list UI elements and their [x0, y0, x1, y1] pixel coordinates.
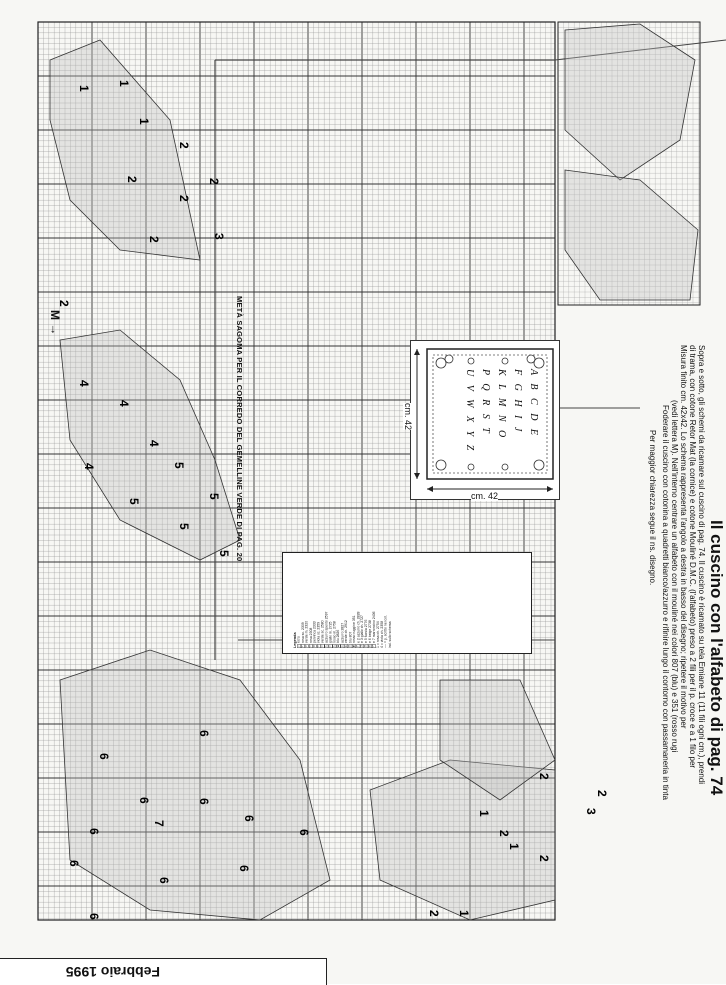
legend-label: e 2 azzurro ch. 2828	[356, 611, 360, 643]
legend-label: giallo m. 2725	[328, 621, 333, 643]
legend-label: azzurro spento 2597	[324, 611, 329, 643]
stitch-color-number: 6	[87, 828, 101, 835]
cushion-miniature	[403, 340, 560, 501]
legend-label: rosa sc. 2309	[300, 622, 305, 643]
legend-label: rosa 2308	[308, 627, 313, 643]
legend-symbol: /	[301, 645, 304, 647]
stitch-color-number: 1	[137, 118, 151, 125]
stitch-color-number: 2	[177, 142, 191, 149]
stitch-color-number: 2	[207, 178, 221, 185]
stitch-color-number: 6	[157, 877, 171, 884]
article-line: di trama, con cotone Retor Mat (la cornice) e cotone Mouliné D.M.C. (l'alfabeto) preso a 2 fili per il p. croce e a 1 filo per	[688, 345, 697, 769]
legend-note: 4 = viola ch. 2358	[379, 620, 384, 648]
legend-label: verde m. 2320	[304, 620, 309, 643]
stitch-color-number: 2	[497, 830, 511, 837]
legend-symbol: ■	[336, 645, 340, 647]
stitch-color-number: 4	[77, 380, 91, 387]
stitch-color-number: 4	[82, 463, 96, 470]
stitch-color-number: 7	[152, 820, 166, 827]
article-line: Per maggior chiarezza segue il ns. disegno.	[648, 430, 657, 586]
article-title: Il cuscino con l'alfabeto di pag. 74	[707, 520, 726, 796]
stitch-color-number: 6	[297, 829, 311, 836]
stitch-color-number: 6	[97, 753, 111, 760]
stitch-color-number: 4	[147, 440, 161, 447]
legend-symbol: C	[333, 645, 336, 648]
stitch-color-number: 3	[584, 808, 598, 815]
stitch-color-number: 6	[67, 860, 81, 867]
stitch-color-number: 5	[177, 523, 191, 530]
stitch-color-number: 2	[427, 910, 441, 917]
stitch-color-number: 4	[117, 400, 131, 407]
legend-symbol: •	[329, 645, 332, 647]
stitch-color-number: 2	[595, 790, 609, 797]
article-line: (vedi lettera M). Nell'interno centrare un alfabeto con il mouliné nei colori 807 (blu) e 351 (rosso rugi	[670, 400, 679, 753]
stitch-color-number: 5	[127, 498, 141, 505]
stitch-color-number: 2	[177, 195, 191, 202]
stitch-color-number: 2	[57, 300, 71, 307]
legend-label: verde sc. 2580	[320, 620, 325, 643]
stitch-color-number: 5	[217, 550, 231, 557]
stitch-motif	[60, 650, 330, 920]
legend-symbol: •	[321, 645, 324, 647]
legend-box	[282, 552, 532, 654]
legend-label: azzurro 2827	[340, 622, 345, 643]
legend-label: rosso m. 2758	[332, 621, 337, 643]
stitch-color-number: 1	[117, 80, 131, 87]
legend-note: ind. sullo schema	[387, 621, 392, 648]
stitch-color-number: 2	[147, 236, 161, 243]
footer-strip	[0, 958, 327, 985]
stitch-color-number: 6	[237, 865, 251, 872]
stitch-motif	[370, 760, 555, 920]
legend-symbol: C	[325, 645, 328, 648]
article-line: Sopra e sotto, gli schemi da ricamare sul cuscino di pag. 74. Il cuscino è ricamato su tela Emiane 11 (11 fili ogni cm.), prendi	[697, 345, 706, 785]
legend-label: e 3 giallo ch. 2727	[360, 615, 364, 643]
legend-symbol: ✓	[297, 645, 300, 648]
article-line: Foderare il cuscino con cotonina a quadretti bianco/azzurro e rifinire lungo il contorno con passamaneria in tinta	[661, 405, 670, 800]
legend-symbol: X	[313, 645, 316, 647]
legend-symbol: •	[309, 645, 312, 647]
legend-symbol: /	[356, 645, 360, 647]
miniature-alphabet-row: F G H I J	[512, 369, 523, 435]
legend-label: e 5 fucsia 2776	[364, 619, 368, 643]
stitch-color-number: 1	[457, 910, 471, 917]
stitch-color-number: 1	[477, 810, 491, 817]
legend-label: viola sc. 2359	[316, 621, 321, 643]
legend-label: e 6 beige 2738	[368, 620, 372, 643]
legend-symbol: 7	[372, 645, 376, 647]
legend-label: blu 807	[348, 631, 353, 643]
stitch-color-number: 3	[212, 233, 226, 240]
legend-symbol: ◆	[352, 645, 356, 648]
letter-marker: M →	[48, 310, 62, 336]
miniature-alphabet-row: K L M N O	[496, 369, 507, 441]
stitch-color-number: 6	[242, 815, 256, 822]
legend-label: pervinca 2333	[312, 621, 317, 643]
legend-symbol: □	[348, 645, 352, 647]
stitch-motif	[565, 24, 695, 180]
legend-symbol: V	[305, 645, 308, 647]
miniature-alphabet-row: U V W X Y Z	[464, 369, 475, 454]
stitch-color-number: 1	[77, 85, 91, 92]
legend-symbol: 6	[368, 645, 372, 647]
stitch-color-number: 5	[172, 462, 186, 469]
legend-label: rosso ruggine 351	[352, 615, 357, 643]
legend-symbol: ▲	[344, 644, 348, 648]
stitch-color-number: 6	[137, 797, 151, 804]
legend-note: ~~ = p. scritto nei col.	[383, 615, 388, 648]
legend-note: 1 = rosa ch. 2754	[375, 621, 380, 648]
miniature-alphabet-row: P Q R S T	[480, 369, 491, 436]
legend-label: verde ch. 2912	[344, 620, 349, 643]
stitch-color-number: 6	[197, 798, 211, 805]
legend-label: e 7 marroncino 2436	[372, 611, 376, 643]
stitch-color-number: 6	[87, 913, 101, 920]
legend-label: blu 2826	[336, 629, 341, 643]
issue-date: Febbraio 1995	[65, 964, 160, 980]
legend-title: Legenda	[292, 632, 297, 648]
stitch-color-number: 5	[207, 493, 221, 500]
miniature-height-label: cm. 42	[403, 403, 413, 431]
stitch-color-number: 2	[125, 176, 139, 183]
legend-symbol: 5	[364, 645, 368, 647]
stitch-color-number: 2	[537, 855, 551, 862]
stitch-color-number: 6	[197, 730, 211, 737]
miniature-alphabet-row: A B C D E	[528, 369, 539, 439]
stitch-motif	[50, 40, 200, 260]
side-note: METÀ SAGOMA PER IL CORREDO DEL GEMELLINE VERDE DI PAG. 20	[235, 296, 244, 562]
legend-label: ecrù	[296, 636, 301, 643]
legend-symbol: 3	[360, 645, 364, 647]
stitch-color-number: 1	[507, 843, 521, 850]
article-line: Misura finito cm. 42x42. Lo schema rappresenta l'angolo a destra in basso del disegno; ripetere il motivo per	[679, 345, 688, 729]
legend-symbol: Z	[340, 645, 344, 647]
miniature-width-label: cm. 42	[471, 491, 499, 501]
stitch-color-number: 2	[537, 773, 551, 780]
legend-symbol: ×	[317, 645, 320, 647]
